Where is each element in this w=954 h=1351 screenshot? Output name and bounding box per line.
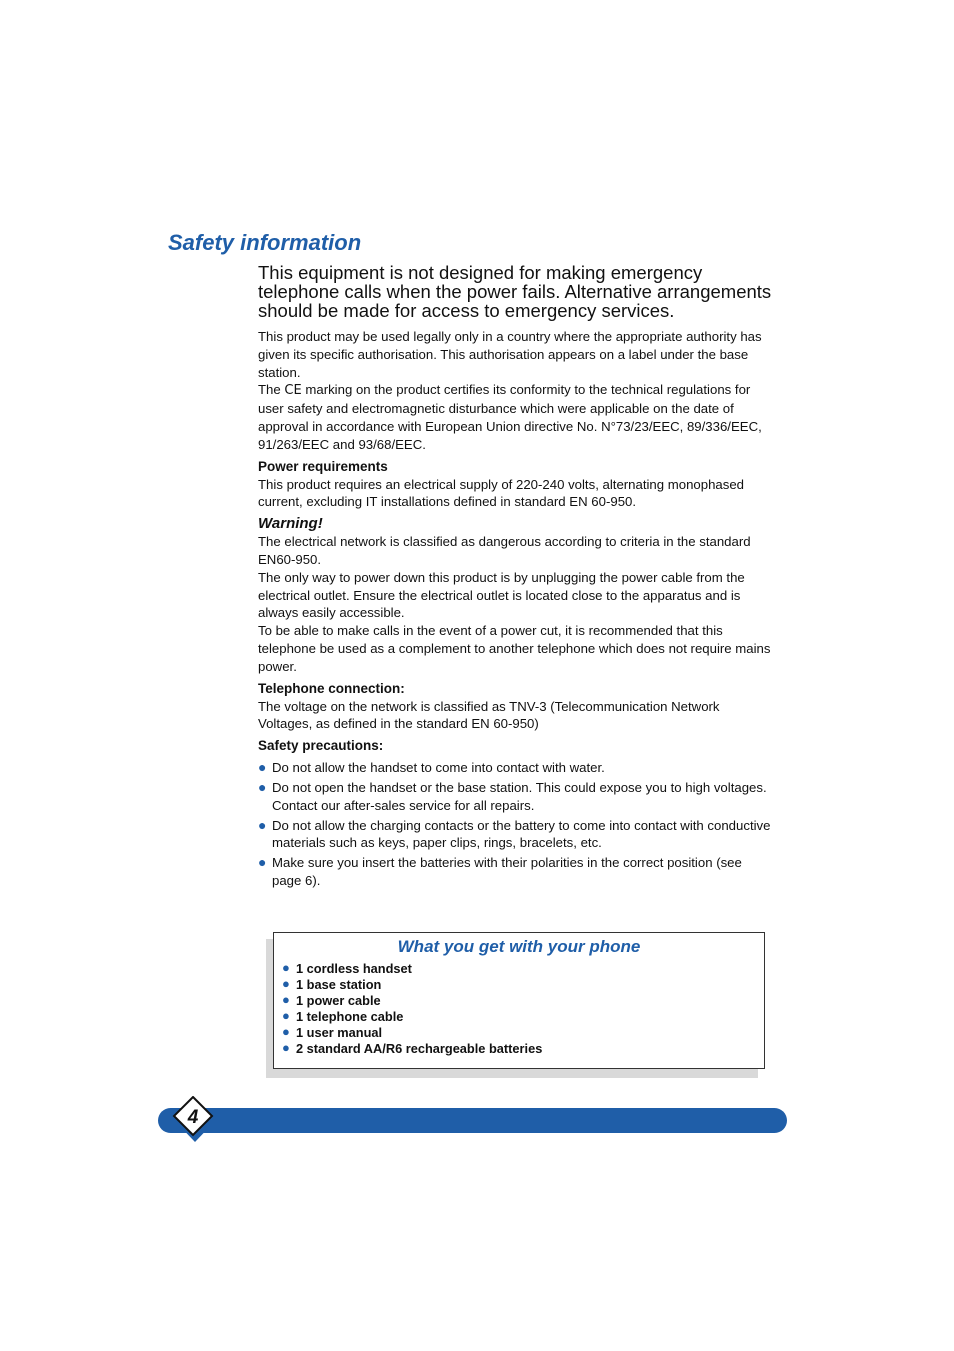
ce-text-end: marking on the product certifies its conformity to the technical regulations for user safety and electromagnetic disturbance which were applicable on the date of approval in accordance with European Union directive No. N°73/23/EEC, 89/336/EEC, 91/263/EEC and 93/68/EEC. [258,382,762,452]
ce-mark-icon: CE [284,383,302,399]
list-item: ● 1 user manual [282,1024,383,1040]
authorisation-paragraph: This product may be used legally only in a country where the appropriate authority has given its specific authorisation. This authorisation appears on a label under the base station. [258,329,762,380]
list-item: ● Do not allow the handset to come into contact with water. [258,759,605,776]
precautions-list [258,759,774,890]
contents-box [273,932,765,1069]
list-item: ● 1 cordless handset [282,960,412,976]
bullet-dot-icon: ● [258,854,267,871]
list-item: ● 2 standard AA/R6 rechargeable batteries [282,1040,543,1056]
list-item: ● Do not allow the charging contacts or the battery to come into contact with conductive materials such as keys, paper clips, rings, bracelets, etc. [258,816,771,851]
bullet-dot-icon: ● [258,778,267,795]
list-item: ● 1 telephone cable [282,1008,404,1024]
telephone-heading: Telephone connection: [258,680,405,696]
bullet-dot-icon: ● [282,1040,290,1055]
footer-bar [158,1108,787,1133]
bullet-dot-icon: ● [282,960,290,975]
emergency-notice: This equipment is not designed for making emergency telephone calls when the power fails. Alternative arrangements should be made for access to emergency services. [258,262,772,321]
precautions-heading: Safety precautions: [258,738,384,754]
list-item: ● Do not open the handset or the base station. This could expose you to high voltages. Contact our after-sales service for all repairs. [258,778,767,813]
diamond-page-badge-icon [172,1096,218,1144]
bullet-dot-icon: ● [258,759,267,776]
list-item: ● 1 power cable [282,992,381,1008]
list-item: ● Make sure you insert the batteries with their polarities in the correct position (see page 6). [258,854,742,888]
bullet-dot-icon: ● [282,1024,290,1039]
list-item: ● 1 base station [282,976,382,992]
bullet-dot-icon: ● [282,992,290,1007]
ce-paragraph [258,381,774,453]
power-text: This product requires an electrical supply of 220-240 volts, alternating monophased current, excluding IT installations defined in standard EN 60-950. [258,476,745,510]
bullet-dot-icon: ● [282,1008,290,1023]
contents-list [274,961,764,1057]
bullet-dot-icon: ● [282,976,290,991]
warning-heading: Warning! [258,515,323,533]
main-content [258,263,774,892]
warning-paragraph-1: The electrical network is classified as dangerous according to criteria in the standard EN60-950. [258,534,751,567]
ce-text-start: The [258,382,281,398]
page-number: 4 [187,1107,199,1128]
bullet-dot-icon: ● [258,816,267,833]
warning-paragraph-2: The only way to power down this product is by unplugging the power cable from the electrical outlet. Ensure the electrical outlet is located close to the apparatus and is always easily accessible. [258,569,745,621]
page-title: Safety information [168,230,362,255]
telephone-text: The voltage on the network is classified as TNV-3 (Telecommunication Network Voltages, as defined in the standard EN 60-950) [258,698,720,732]
power-heading: Power requirements [258,458,388,474]
warning-paragraph-3: To be able to make calls in the event of a power cut, it is recommended that this telephone be used as a complement to another telephone which does not require mains power. [258,623,771,674]
contents-box-title: What you get with your phone [397,937,641,956]
